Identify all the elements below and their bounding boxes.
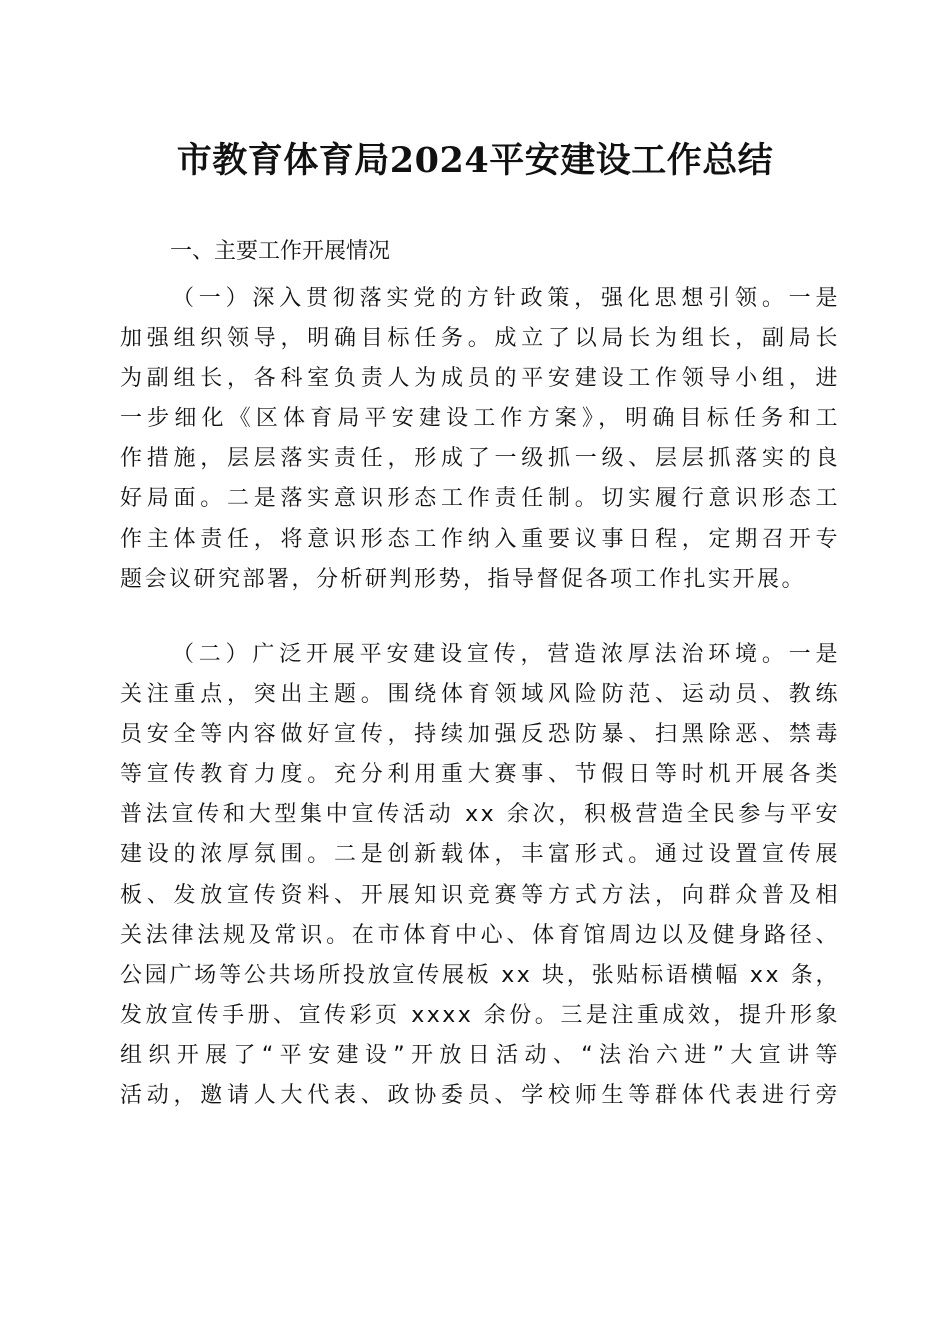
paragraph-line: 组织开展了“平安建设”开放日活动、“法治六进”大宣讲等 — [120, 1042, 840, 1068]
paragraph-line: 作主体责任，将意识形态工作纳入重要议事日程，定期召开专 — [120, 526, 840, 552]
paragraph-line: （一）深入贯彻落实党的方针政策，强化思想引领。一是 — [172, 286, 840, 311]
paragraph-line: 为副组长，各科室负责人为成员的平安建设工作领导小组，进 — [120, 366, 840, 392]
paragraph-line: 作措施，层层落实责任，形成了一级抓一级、层层抓落实的良 — [120, 446, 840, 472]
paragraph-line: 公园广场等公共场所投放宣传展板 xx 块，张贴标语横幅 xx 条， — [120, 962, 840, 988]
paragraph-line: 关注重点，突出主题。围绕体育领域风险防范、运动员、教练 — [120, 682, 840, 708]
paragraph-2 — [120, 635, 840, 1116]
paragraph-line: 板、发放宣传资料、开展知识竞赛等方式方法，向群众普及相 — [120, 882, 840, 908]
paragraph-line: （二）广泛开展平安建设宣传，营造浓厚法治环境。一是 — [172, 642, 840, 667]
paragraph-line: 员安全等内容做好宣传，持续加强反恐防暴、扫黑除恶、禁毒 — [120, 722, 840, 748]
paragraph-line: 题会议研究部署，分析研判形势，指导督促各项工作扎实开展。 — [120, 566, 807, 592]
paragraph-line: 活动，邀请人大代表、政协委员、学校师生等群体代表进行旁 — [120, 1083, 840, 1109]
section-heading: 一、主要工作开展情况 — [170, 239, 391, 264]
paragraph-line: 加强组织领导，明确目标任务。成立了以局长为组长，副局长 — [120, 326, 840, 352]
paragraph-line: 好局面。二是落实意识形态工作责任制。切实履行意识形态工 — [120, 486, 840, 512]
paragraph-line: 建设的浓厚氛围。二是创新载体，丰富形式。通过设置宣传展 — [120, 842, 840, 868]
paragraph-line: 发放宣传手册、宣传彩页 xxxx 余份。三是注重成效，提升形象 — [120, 1002, 840, 1028]
paragraph-line: 关法律法规及常识。在市体育中心、体育馆周边以及健身路径、 — [120, 922, 840, 948]
document-title: 市教育体育局2024平安建设工作总结 — [176, 140, 774, 181]
paragraph-1 — [120, 279, 840, 600]
paragraph-line: 普法宣传和大型集中宣传活动 xx 余次，积极营造全民参与平安 — [120, 802, 840, 828]
paragraph-line: 等宣传教育力度。充分利用重大赛事、节假日等时机开展各类 — [120, 762, 840, 788]
paragraph-line: 一步细化《区体育局平安建设工作方案》，明确目标任务和工 — [120, 406, 840, 432]
